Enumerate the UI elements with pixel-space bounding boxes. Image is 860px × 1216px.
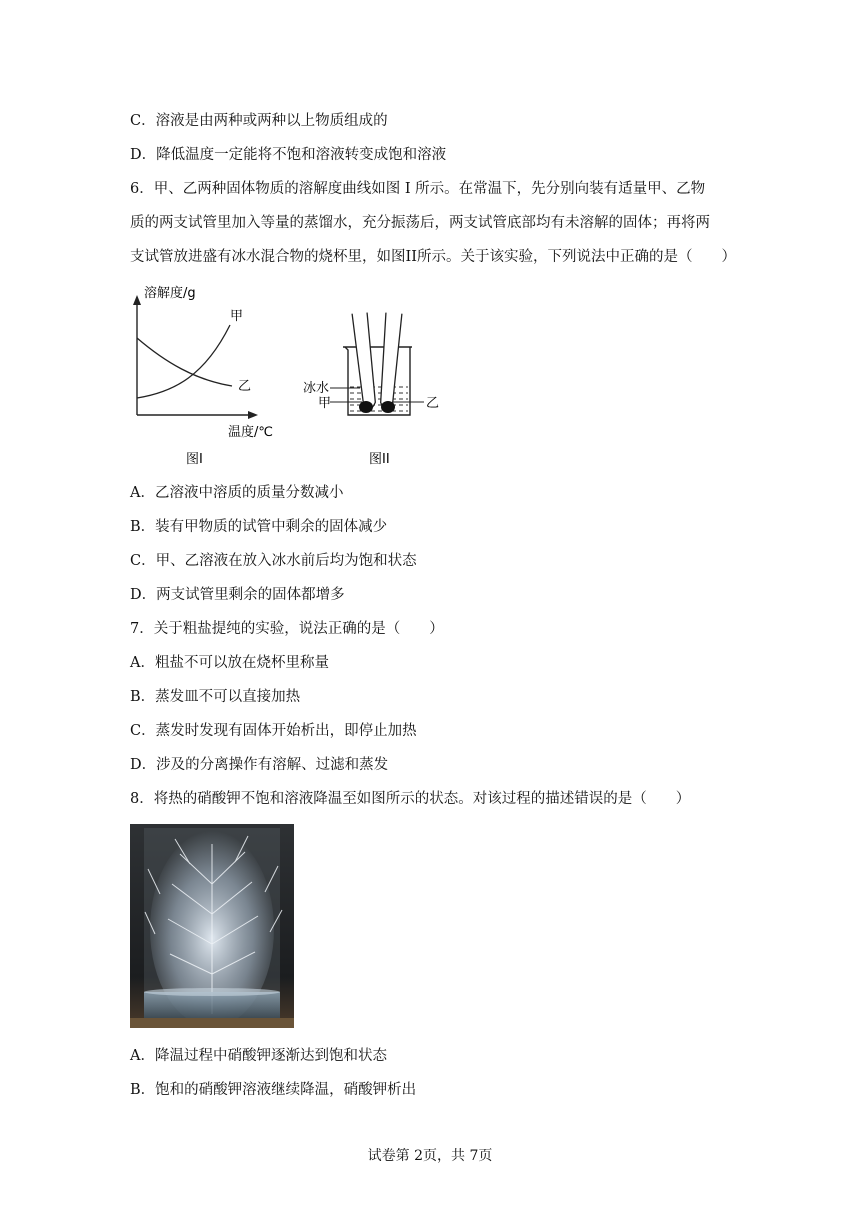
- figure-1-caption: 图I: [186, 452, 203, 467]
- curve-yi-label: 乙: [238, 379, 252, 394]
- test-tube-jia: [352, 312, 376, 409]
- tube-yi-label: 乙: [426, 396, 440, 411]
- q8-option-b: B．饱和的硝酸钾溶液继续降温，硝酸钾析出: [130, 1082, 417, 1098]
- q6-option-a: A．乙溶液中溶质的质量分数减小: [130, 485, 344, 501]
- q8-stem: 8．将热的硝酸钾不饱和溶液降温至如图所示的状态。对该过程的描述错误的是（ ）: [130, 791, 691, 807]
- q7-option-c: C．蒸发时发现有固体开始析出，即停止加热: [130, 723, 417, 739]
- q6-option-b: B．装有甲物质的试管中剩余的固体减少: [130, 519, 388, 535]
- figure-2-caption: 图II: [369, 452, 390, 467]
- q7-stem: 7．关于粗盐提纯的实验，说法正确的是（ ）: [130, 621, 444, 637]
- figure-1-solubility-graph: [120, 280, 295, 470]
- solid-yi: [381, 401, 395, 413]
- crystal-beaker-photo: [130, 824, 294, 1028]
- figure-2-beaker-diagram: [300, 305, 455, 470]
- test-tube-yi: [379, 313, 402, 410]
- q6-stem-line2: 质的两支试管里加入等量的蒸馏水，充分振荡后，两支试管底部均有未溶解的固体；再将两: [130, 215, 710, 231]
- curve-jia: [137, 325, 230, 398]
- y-axis-label: 溶解度/g: [144, 286, 196, 301]
- q5-option-c: C．溶液是由两种或两种以上物质组成的: [130, 113, 388, 129]
- q7-option-b: B．蒸发皿不可以直接加热: [130, 689, 301, 705]
- tube-jia-label: 甲: [318, 396, 332, 411]
- q7-option-a: A．粗盐不可以放在烧杯里称量: [130, 655, 329, 671]
- x-axis-label: 温度/℃: [228, 425, 273, 440]
- q6-stem-line3: 支试管放进盛有冰水混合物的烧杯里，如图II所示。关于该实验，下列说法中正确的是（ ）: [130, 249, 736, 265]
- q6-option-c: C．甲、乙溶液在放入冰水前后均为饱和状态: [130, 553, 417, 569]
- curve-jia-label: 甲: [230, 309, 244, 324]
- ice-water-label: 冰水: [303, 381, 330, 396]
- q8-option-a: A．降温过程中硝酸钾逐渐达到饱和状态: [130, 1048, 387, 1064]
- page-footer: 试卷第 2页，共 7页: [367, 1148, 493, 1164]
- q6-option-d: D．两支试管里剩余的固体都增多: [130, 587, 345, 603]
- q5-option-d: D．降低温度一定能将不饱和溶液转变成饱和溶液: [130, 147, 447, 163]
- q7-option-d: D．涉及的分离操作有溶解、过滤和蒸发: [130, 757, 389, 773]
- solid-jia: [359, 401, 373, 413]
- q6-stem-line1: 6．甲、乙两种固体物质的溶解度曲线如图 I 所示。在常温下，先分别向装有适量甲、乙物: [130, 181, 706, 197]
